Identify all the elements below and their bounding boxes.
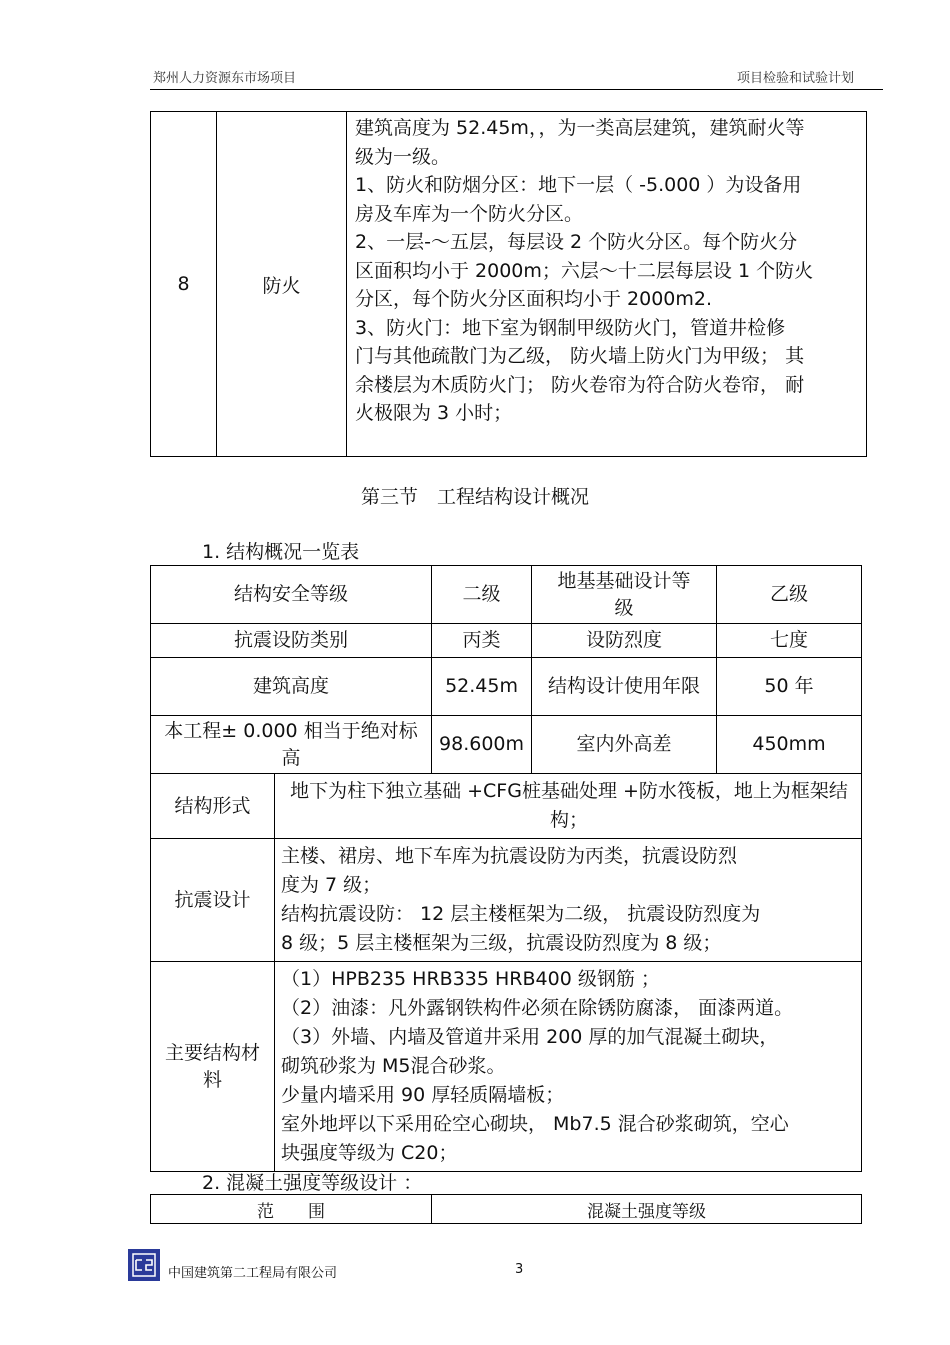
cell: 52.45m — [432, 658, 532, 716]
table-row — [151, 716, 862, 774]
company-logo — [128, 1249, 160, 1281]
concrete-grade-table — [150, 1194, 862, 1224]
row-description — [347, 112, 867, 457]
table-row — [151, 112, 867, 457]
table-row — [151, 774, 862, 839]
cell: 建筑高度 — [151, 658, 432, 716]
cell-line: 8 级；5 层主楼框架为三级，抗震设防烈度为 8 级； — [281, 932, 722, 954]
cell: 地基基础设计等级 — [532, 566, 717, 624]
description-line: 房及车库为一个防火分区。 — [355, 202, 584, 225]
cell-line: （1）HPB235 HRB335 HRB400 级钢筋 ； — [281, 968, 660, 990]
table-row — [151, 566, 862, 624]
cell-line: 砌筑砂浆为 M5混合砂浆。 — [281, 1055, 506, 1077]
table-row — [151, 658, 862, 716]
cell: 50 年 — [717, 658, 862, 716]
description-line: 火极限为 3 小时； — [355, 402, 513, 424]
description-line: 级为一级。 — [355, 145, 451, 168]
cell: 二级 — [432, 566, 532, 624]
header-rule — [150, 89, 883, 90]
structure-overview-table — [150, 565, 862, 1172]
table-row — [151, 624, 862, 658]
cell: 450mm — [717, 716, 862, 774]
cell — [275, 839, 862, 962]
table-header-row — [151, 1195, 862, 1224]
cell: 设防烈度 — [532, 624, 717, 658]
row-item-name: 防火 — [217, 112, 347, 457]
cell: 抗震设防类别 — [151, 624, 432, 658]
cell: 抗震设计 — [151, 839, 275, 962]
description-line: 建筑高度为 52.45m，，为一类高层建筑，建筑耐火等 — [355, 117, 805, 139]
description-line: 分区，每个防火分区面积均小于 2000m2. — [355, 288, 713, 310]
footer-company: 中国建筑第二工程局有限公司 — [168, 1266, 338, 1281]
table-row — [151, 839, 862, 962]
cell: 七度 — [717, 624, 862, 658]
cell-line: 室外地坪以下采用砼空心砌块， Mb7.5 混合砂浆砌筑，空心 — [281, 1113, 789, 1135]
cell-line: 主楼、裙房、地下车库为抗震设防为丙类，抗震设防烈 — [281, 845, 738, 867]
cell: 地下为柱下独立基础 +CFG桩基础处理 +防水筏板，地上为框架结构； — [275, 774, 862, 839]
cell: 乙级 — [717, 566, 862, 624]
cell: 丙类 — [432, 624, 532, 658]
column-header-grade: 混凝土强度等级 — [432, 1195, 862, 1224]
cell: 结构形式 — [151, 774, 275, 839]
description-line: 1、防火和防烟分区：地下一层（ -5.000 ）为设备用 — [355, 174, 802, 196]
header-doc-title: 项目检验和试验计划 — [736, 71, 854, 86]
cell: 主要结构材料 — [151, 962, 275, 1172]
fire-protection-table — [150, 111, 867, 457]
row-number: 8 — [151, 112, 217, 457]
description-line: 2、一层-～五层，每层设 2 个防火分区。每个防火分 — [355, 231, 798, 253]
cell: 结构安全等级 — [151, 566, 432, 624]
cell-line: （2）油漆：凡外露钢铁构件必须在除锈防腐漆， 面漆两道。 — [281, 997, 794, 1019]
section-title: 第三节 工程结构设计概况 — [360, 486, 589, 508]
header-project-name: 郑州人力资源东市场项目 — [153, 71, 297, 86]
column-header-scope: 范 围 — [151, 1195, 432, 1224]
cell-line: 结构抗震设防： 12 层主楼框架为二级， 抗震设防烈度为 — [281, 903, 761, 925]
cell: 室内外高差 — [532, 716, 717, 774]
cell: 本工程± 0.000 相当于绝对标高 — [151, 716, 432, 774]
description-line: 3、防火门：地下室为钢制甲级防火门，管道井检修 — [355, 316, 786, 339]
cell-line: 少量内墙采用 90 厚轻质隔墙板； — [281, 1084, 565, 1106]
cell-line: （3）外墙、内墙及管道井采用 200 厚的加气混凝土砌块， — [281, 1026, 779, 1048]
page-number: 3 — [515, 1262, 524, 1277]
cell: 结构设计使用年限 — [532, 658, 717, 716]
description-line: 门与其他疏散门为乙级， 防火墙上防火门为甲级； 其 — [355, 345, 805, 367]
cell-line: 块强度等级为 C20； — [281, 1142, 458, 1164]
cell — [275, 962, 862, 1172]
description-line: 区面积均小于 2000m；六层～十二层每层设 1 个防火 — [355, 259, 814, 282]
table-row — [151, 962, 862, 1172]
cell-line: 度为 7 级； — [281, 874, 382, 896]
subheading-concrete-grade: 2. 混凝土强度等级设计 ： — [202, 1172, 423, 1194]
subheading-structure-overview: 1. 结构概况一览表 — [202, 541, 360, 563]
cell: 98.600m — [432, 716, 532, 774]
description-line: 余楼层为木质防火门； 防火卷帘为符合防火卷帘， 耐 — [355, 373, 805, 396]
